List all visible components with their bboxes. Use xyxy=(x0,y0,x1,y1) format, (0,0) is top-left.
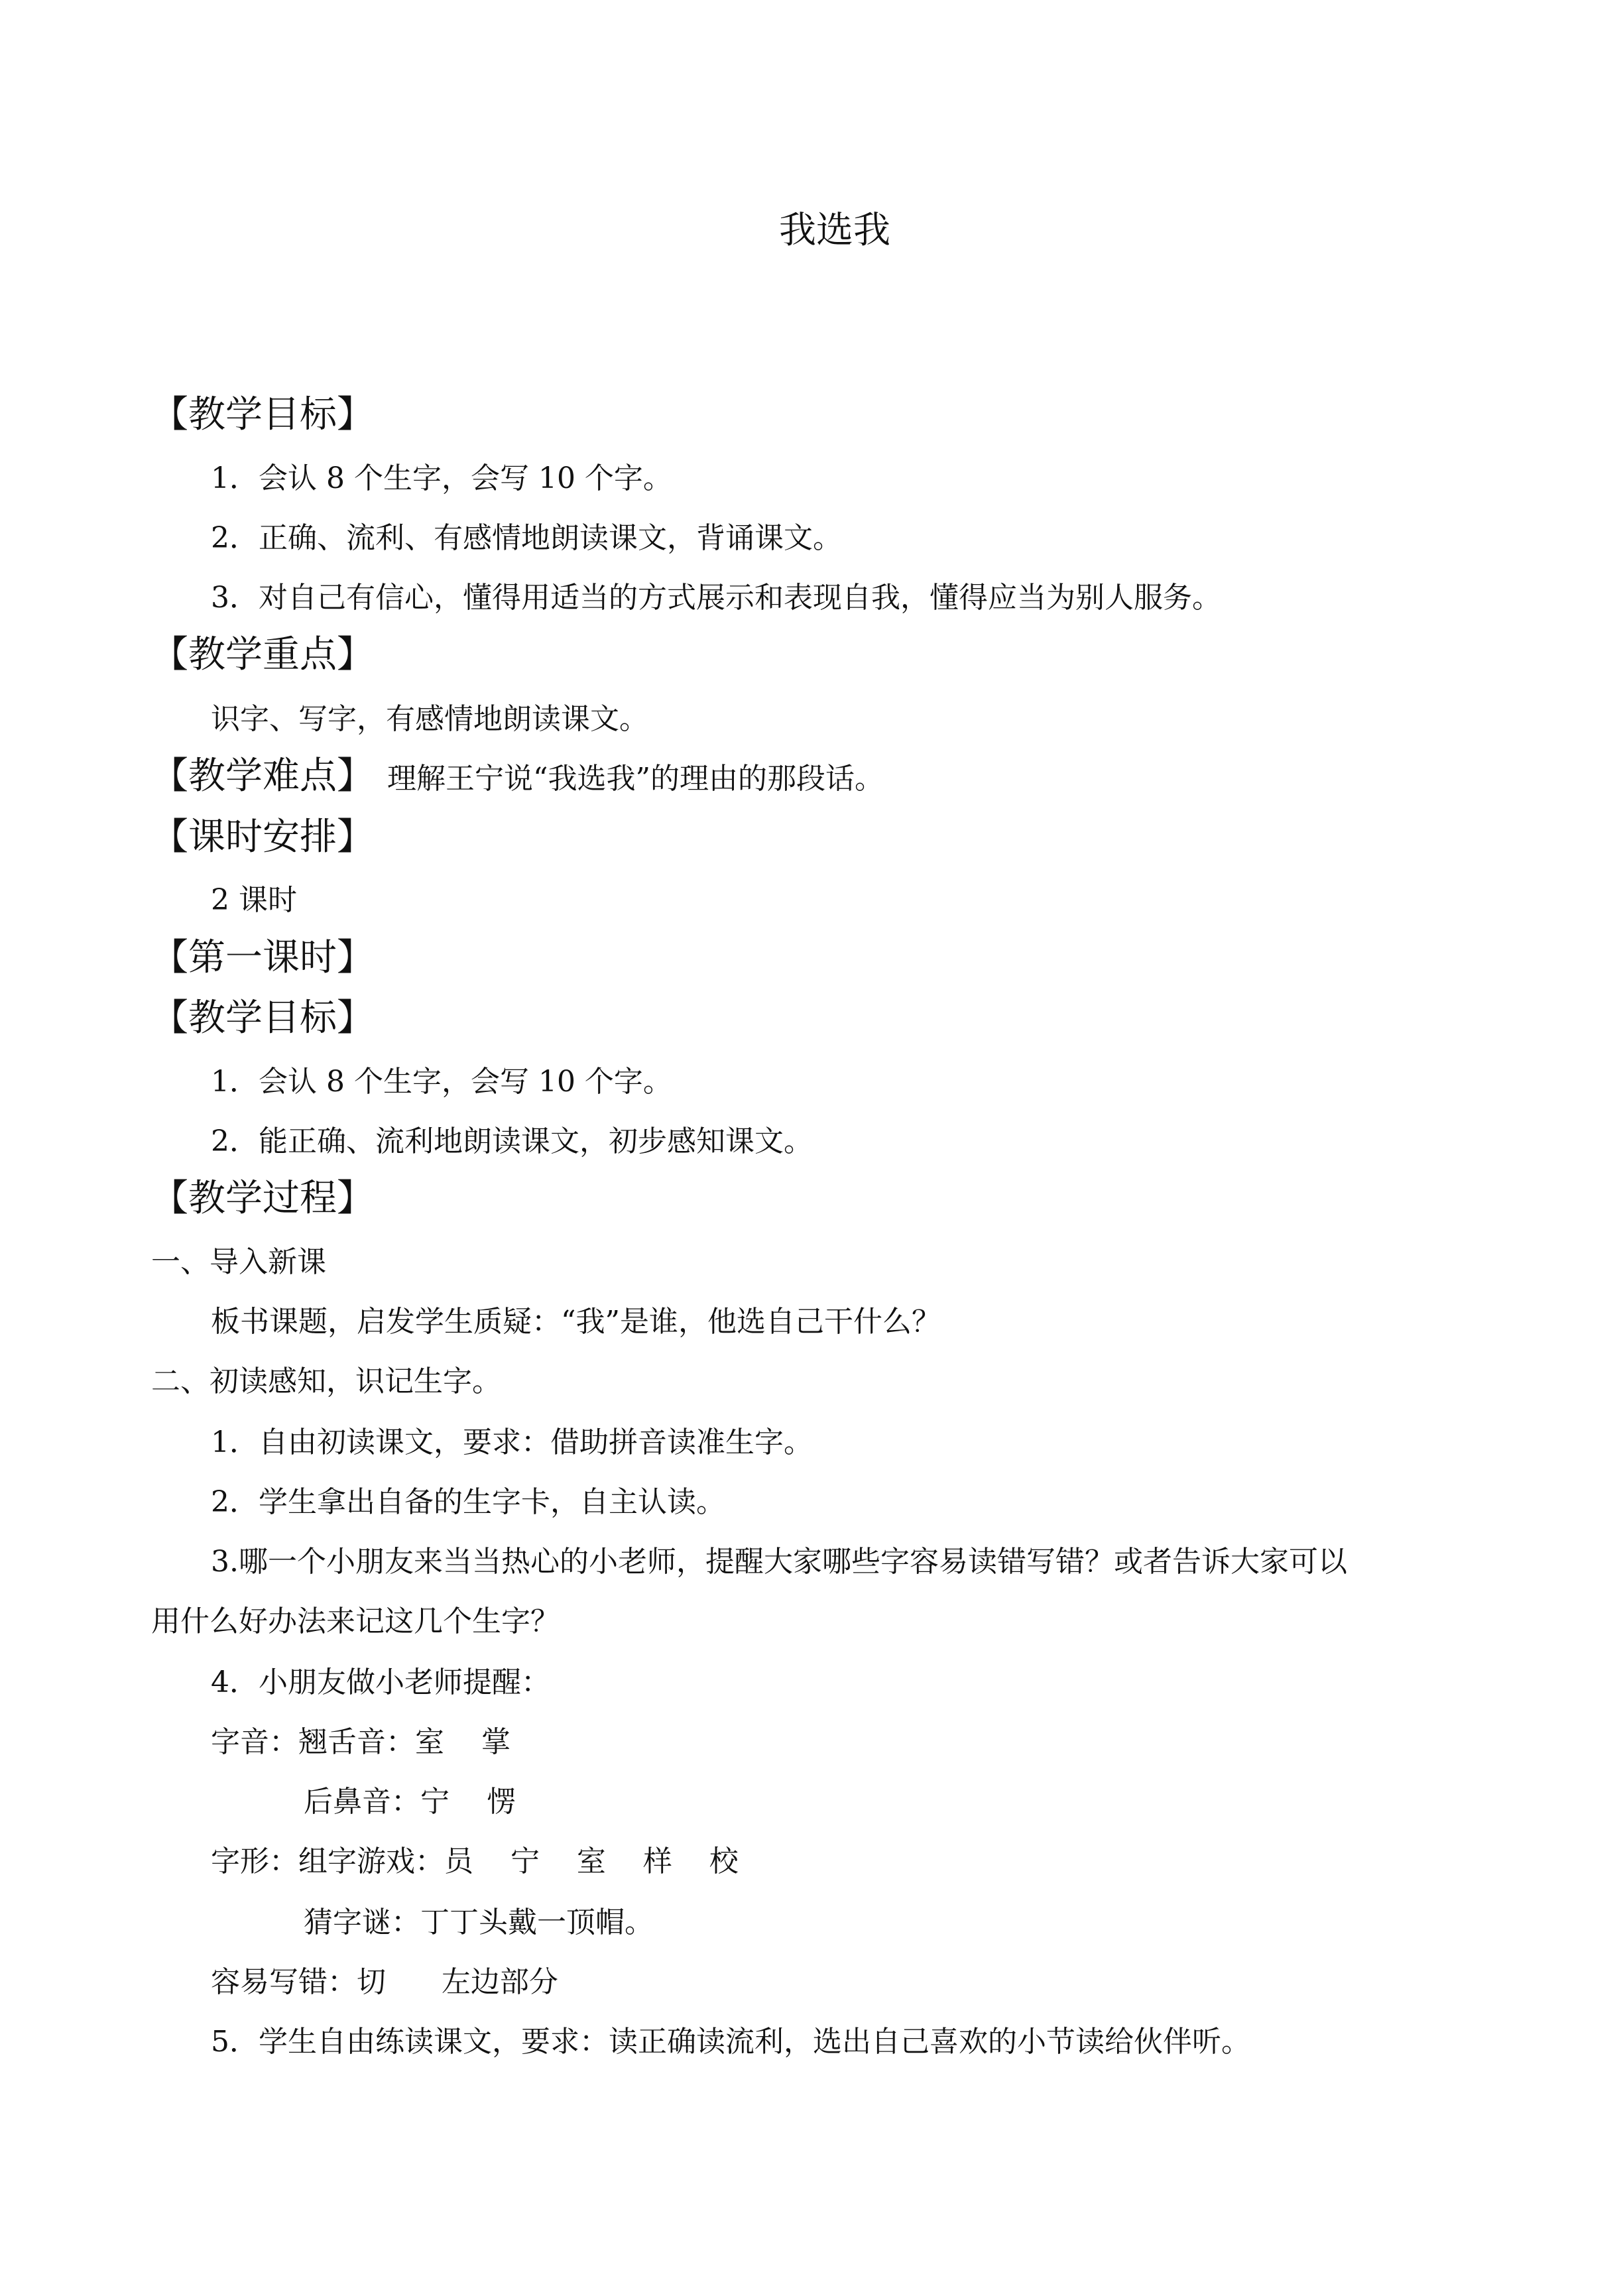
pronunciation-line: 后鼻音：宁 愣 xyxy=(304,1785,516,1819)
section-heading-key-points: 【教学重点】 xyxy=(151,633,374,676)
process-step: 1．自由初读课文，要求：借助拼音读准生字。 xyxy=(211,1425,813,1459)
section-heading-process: 【教学过程】 xyxy=(151,1177,374,1220)
pronunciation-line: 字音：翘舌音：室 掌 xyxy=(211,1725,511,1759)
process-part-title: 二、初读感知，识记生字。 xyxy=(151,1364,501,1398)
common-error-line: 容易写错：切 左边部分 xyxy=(211,1965,558,1999)
character-form-line: 字形：组字游戏：员 宁 室 样 校 xyxy=(211,1844,739,1878)
list-item: 2．能正确、流利地朗读课文，初步感知课文。 xyxy=(211,1124,813,1158)
list-item: 1．会认 8 个生字，会写 10 个字。 xyxy=(211,1065,672,1099)
section-heading-goals: 【教学目标】 xyxy=(151,393,374,436)
section-heading-schedule: 【课时安排】 xyxy=(151,816,374,859)
list-item: 1．会认 8 个生字，会写 10 个字。 xyxy=(211,461,672,495)
process-step: 2．学生拿出自备的生字卡，自主认读。 xyxy=(211,1485,725,1519)
character-form-line: 猜字谜：丁丁头戴一顶帽。 xyxy=(304,1905,654,1939)
page-title: 我选我 xyxy=(779,209,890,252)
section-text: 2 课时 xyxy=(211,883,297,917)
section-heading-goals-2: 【教学目标】 xyxy=(151,997,374,1040)
section-text: 理解王宁说“我选我”的理由的那段话。 xyxy=(387,762,884,796)
section-heading-difficulty: 【教学难点】 xyxy=(151,755,374,798)
process-step-continued: 用什么好办法来记这几个生字？ xyxy=(151,1604,560,1638)
process-step: 4．小朋友做小老师提醒： xyxy=(211,1665,550,1699)
process-text: 板书课题，启发学生质疑：“我”是谁，他选自己干什么？ xyxy=(211,1305,941,1339)
list-item: 3．对自己有信心，懂得用适当的方式展示和表现自我，懂得应当为别人服务。 xyxy=(211,581,1221,615)
section-text: 识字、写字，有感情地朗读课文。 xyxy=(211,702,648,736)
list-item: 2．正确、流利、有感情地朗读课文，背诵课文。 xyxy=(211,521,842,555)
process-step: 3.哪一个小朋友来当当热心的小老师，提醒大家哪些字容易读错写错？或者告诉大家可以 xyxy=(211,1545,1347,1579)
process-part-title: 一、导入新课 xyxy=(151,1245,326,1279)
section-heading-lesson1: 【第一课时】 xyxy=(151,936,374,979)
process-step: 5．学生自由练读课文，要求：读正确读流利，选出自己喜欢的小节读给伙伴听。 xyxy=(211,2025,1250,2059)
